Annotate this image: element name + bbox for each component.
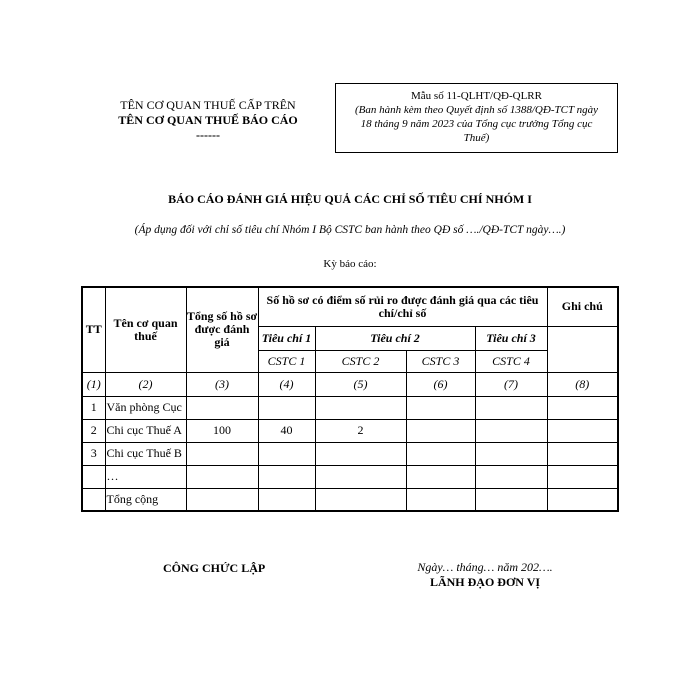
- table-row: [82, 442, 618, 465]
- row-agency-name: Chi cục Thuế A: [105, 419, 186, 442]
- row-note: [547, 465, 618, 488]
- col-number-1: (1): [82, 372, 105, 396]
- header-index-1: CSTC 1: [258, 350, 315, 372]
- row-agency-name: …: [105, 465, 186, 488]
- row-note: [547, 442, 618, 465]
- row-cstc4: [475, 488, 547, 511]
- col-number-3: (3): [186, 372, 258, 396]
- header-index-3: CSTC 3: [406, 350, 475, 372]
- header-total-files: Tổng số hồ sơ được đánh giá: [186, 287, 258, 372]
- row-note: [547, 488, 618, 511]
- row-cstc4: [475, 396, 547, 419]
- header-tt: TT: [82, 287, 105, 372]
- header-separator: ------: [196, 128, 220, 142]
- prepared-by-label: CÔNG CHỨC LẬP: [163, 561, 266, 575]
- row-cstc4: [475, 419, 547, 442]
- report-period-label: Kỳ báo cáo:: [323, 258, 377, 270]
- row-cstc2: [315, 488, 406, 511]
- row-agency-name: Chi cục Thuế B: [105, 442, 186, 465]
- row-cstc4: [475, 465, 547, 488]
- row-cstc1: [258, 465, 315, 488]
- col-number-4: (4): [258, 372, 315, 396]
- row-note: [547, 396, 618, 419]
- superior-agency-name: TÊN CƠ QUAN THUẾ CẤP TRÊN: [120, 98, 296, 112]
- table-row: [82, 396, 618, 419]
- header-criterion-1: Tiêu chí 1: [258, 326, 315, 350]
- table-header-row-1: [82, 287, 618, 326]
- row-cstc3: [406, 419, 475, 442]
- header-criterion-3: Tiêu chí 3: [475, 326, 547, 350]
- header-index-2: CSTC 2: [315, 350, 406, 372]
- col-number-5: (5): [315, 372, 406, 396]
- row-tt: 1: [82, 396, 105, 419]
- form-issued-line-2: 18 tháng 9 năm 2023 của Tổng cục trưởng Tổng cục: [360, 118, 593, 130]
- form-code-box: [335, 83, 618, 153]
- form-issued-line-1: (Ban hành kèm theo Quyết định số 1388/QĐ-TCT ngày: [355, 104, 598, 116]
- table-row: [82, 465, 618, 488]
- row-total: [186, 465, 258, 488]
- row-cstc3: [406, 396, 475, 419]
- approval-block: [400, 560, 570, 590]
- row-total: [186, 442, 258, 465]
- row-cstc3: [406, 465, 475, 488]
- row-cstc2: [315, 465, 406, 488]
- row-tt: 3: [82, 442, 105, 465]
- report-table: [81, 286, 619, 512]
- header-agency-name: Tên cơ quan thuế: [105, 287, 186, 372]
- reporting-agency-name: TÊN CƠ QUAN THUẾ BÁO CÁO: [118, 113, 298, 127]
- row-total: [186, 488, 258, 511]
- header-note-blank: [547, 326, 618, 372]
- header-criterion-2: Tiêu chí 2: [315, 326, 475, 350]
- row-cstc1: [258, 442, 315, 465]
- header-risk-group: Số hồ sơ có điểm số rủi ro được đánh giá qua các tiêu chí/chỉ số: [258, 287, 547, 326]
- form-issued-line-3: Thuế): [463, 132, 490, 144]
- row-cstc2: [315, 396, 406, 419]
- header-note: Ghi chú: [547, 287, 618, 326]
- row-tt: [82, 465, 105, 488]
- row-note: [547, 419, 618, 442]
- col-number-8: (8): [547, 372, 618, 396]
- report-title: BÁO CÁO ĐÁNH GIÁ HIỆU QUẢ CÁC CHỈ SỐ TIÊU CHÍ NHÓM I: [168, 192, 532, 206]
- row-tt: 2: [82, 419, 105, 442]
- table-row-total: [82, 488, 618, 511]
- row-agency-name: Tổng cộng: [105, 488, 186, 511]
- row-cstc1: 40: [258, 419, 315, 442]
- row-cstc1: [258, 396, 315, 419]
- header-index-4: CSTC 4: [475, 350, 547, 372]
- row-cstc3: [406, 442, 475, 465]
- row-cstc2: [315, 442, 406, 465]
- table-row: [82, 419, 618, 442]
- row-tt: [82, 488, 105, 511]
- report-subtitle: (Áp dụng đối với chỉ số tiêu chí Nhóm I Bộ CSTC ban hành theo QĐ số …./QĐ-TCT ngày….): [134, 224, 566, 236]
- col-number-6: (6): [406, 372, 475, 396]
- row-cstc2: 2: [315, 419, 406, 442]
- row-cstc1: [258, 488, 315, 511]
- col-number-7: (7): [475, 372, 547, 396]
- signature-date-line: Ngày… tháng… năm 202….: [417, 560, 553, 574]
- row-total: 100: [186, 419, 258, 442]
- unit-head-label: LÃNH ĐẠO ĐƠN VỊ: [429, 575, 541, 589]
- column-number-row: [82, 372, 618, 396]
- row-cstc3: [406, 488, 475, 511]
- agency-header: [108, 98, 308, 143]
- row-agency-name: Văn phòng Cục: [105, 396, 186, 419]
- col-number-2: (2): [105, 372, 186, 396]
- form-code: Mẫu số 11-QLHT/QĐ-QLRR: [411, 90, 542, 102]
- row-total: [186, 396, 258, 419]
- row-cstc4: [475, 442, 547, 465]
